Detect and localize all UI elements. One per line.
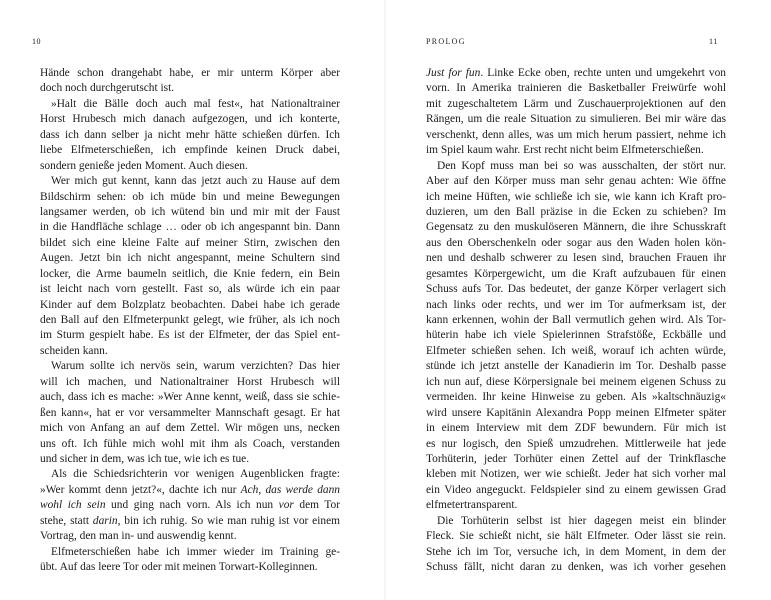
right-page — [386, 0, 771, 600]
text-line: ein Video angeguckt. Feldspieler sind zu einem gewissen Grad — [426, 483, 726, 496]
text-line: kleben mit Notizen, wer wie schießt. Jeder hat sich vorher mal — [426, 468, 726, 481]
text-line: ßen kann«, hat er vor versammelter Mannschaft gesagt. Er hat — [40, 406, 340, 419]
text-line: Wer mich gut kennt, kann das jetzt auch zu Hause auf dem — [51, 175, 340, 188]
right-page-body — [426, 66, 726, 575]
text-line: ich meine Hüften, wie schließe ich sie, wie kann ich Kraft pro- — [426, 190, 726, 203]
text-line: scheiden kann. — [40, 344, 108, 357]
text-line: ich nun auf, diese Körpersignale bei meinem eigenen Schuss zu — [426, 375, 726, 388]
text-line: langsamer werden, ob ich wütend bin und mir mit der Faust — [40, 205, 340, 218]
text-line: Just for fun. Linke Ecke oben, rechte unten und umgekehrt von — [426, 67, 726, 79]
text-line: Kinder auf dem Bolzplatz beobachten. Dabei habe ich gerade — [40, 298, 340, 311]
text-line: es nur logisch, den Spieß umzudrehen. Mittlerweile hat jede — [426, 437, 726, 450]
text-line: bildet sich eine kleine Falte auf meiner Stirn, zwischen den — [40, 236, 340, 249]
text-line: übt. Auf das leere Tor oder mit meinen Torwart-Kolleginnen. — [40, 561, 318, 573]
text-line: will ich machen, und Nationaltrainer Horst Hrubesch will — [40, 375, 340, 388]
text-line: den Ball auf den Elfmeterpunkt gelegt, wie früher, als ich noch — [40, 314, 340, 326]
text-line: nen und deshalb schwerer zu lesen sind, brauchen Frauen ihr — [426, 252, 726, 265]
text-line: dass ich dann selber ja nicht mehr hätte schießen dürfen. Ich — [40, 128, 340, 141]
text-line: Aber auf den Körper muss man sehr genau achten: Wie öffne — [426, 175, 726, 188]
text-line: Stehe ich im Tor, versuche ich, in dem Moment, in dem der — [426, 545, 726, 558]
text-line: Fleck. Sie schießt nicht, sie hält Elfmeter. Oder lässt sie rein. — [426, 530, 726, 543]
text-line: Horst Hrubesch mich danach aufgezogen, und ich konterte, — [40, 113, 340, 126]
text-line: Elfmeter schießen sehen. Ich weiß, worauf ich achten würde, — [426, 344, 726, 357]
text-line: duzieren, um den Ball präzise in die Ecken zu schieben? Im — [426, 205, 726, 218]
text-line: im Spiel kaum wahr. Erst recht nicht beim Elfmeterschießen. — [426, 144, 704, 157]
text-line: Den Kopf muss man bei so was ausschalten, der stört nur. — [437, 159, 726, 172]
text-line: kann erkennen, wohin der Ball vermutlich gehen wird. Als Tor- — [426, 314, 726, 326]
text-line: »Wer kommt denn jetzt?«, dachte ich nur Ach, das werde dann — [40, 483, 340, 496]
text-line: Hände schon drangehabt habe, er mir unterm Körper aber — [40, 67, 340, 79]
text-line: aus den Oberschenkeln oder sogar aus den Waden holen kön- — [426, 236, 726, 249]
text-line: in die Handfläche schlage … oder ob ich angespannt bin. Dann — [40, 221, 340, 234]
text-line: mich von Anfang an auf dem Zettel. Wir mögen uns, necken — [40, 422, 340, 435]
text-line: ist leicht nach vorn gestellt. Fast so, als würde ich ein paar — [40, 283, 340, 296]
text-line: im Sturm gespielt habe. Es ist der Elfmeter, der das Spiel ent- — [40, 329, 340, 342]
text-line: elfmetertransparent. — [426, 499, 518, 512]
running-head: PROLOG — [426, 37, 466, 46]
text-line: in einem Interview mit dem ZDF bewundern. Für mich ist — [426, 422, 726, 435]
text-line: Schuss aufs Tor. Das bedeutet, der ganze Körper verlagert sich — [426, 283, 726, 296]
text-line: sondern genieße jeden Moment. Auch diesen. — [40, 159, 248, 172]
text-line: stünde ich jetzt anstelle der Kanadierin im Tor. Deshalb passe — [426, 360, 726, 373]
text-line: vorn. In Amerika trainieren die Basketballer Freiwürfe wohl — [426, 82, 726, 95]
text-line: stehe, statt darin, bin ich ruhig. So wie man ruhig ist vor einem — [40, 514, 340, 527]
text-line: Schuss fällt, nicht daran zu denken, was ich vorher gesehen — [426, 561, 726, 573]
text-line: Rängen, um die reale Situation zu simulieren. Bei mir wäre das — [426, 113, 726, 126]
text-line: Bildschirm sehen: ob ich müde bin und meine Bewegungen — [40, 190, 340, 203]
text-line: uns oft. Ich fühle mich wohl mit ihm als Coach, verstanden — [40, 437, 340, 450]
text-line: wird unsere Kapitänin Alexandra Popp meinen Elfmeter später — [426, 406, 726, 419]
text-line: hüterin habe ich viele Spielerinnen Strafstöße, Eckbälle und — [426, 329, 726, 342]
page-number-left: 10 — [32, 37, 41, 46]
text-line: Vortrag, den man in- und auswendig kennt. — [40, 530, 237, 543]
text-line: nach links oder rechts, und wer im Tor aufmerksam ist, der — [426, 298, 726, 311]
text-line: mit zugeschaltetem Lärm und Zuschauerprojektionen auf den — [426, 97, 726, 110]
text-line: auch, dass ich es mache: »Wer Anne kennt, weiß, dass sie schie- — [40, 391, 340, 404]
text-line: Torhüterin, jeder Torhüter einen Zettel auf der Trinkflasche — [426, 452, 726, 465]
text-line: Die Torhüterin selbst ist hier dagegen meist ein blinder — [437, 514, 726, 527]
text-line: Gegensatz zu den muskulöseren Männern, die ihre Schusskraft — [426, 221, 726, 234]
left-page-body — [40, 66, 340, 575]
text-line: Elfmeterschießen habe ich immer wieder im Training ge- — [51, 545, 340, 558]
text-line: wohl ich sein und ging nach vorn. Als ich nun vor dem Tor — [40, 499, 340, 512]
text-line: locker, die Arme baumeln seitlich, die Knie federn, ein Bein — [40, 267, 340, 280]
text-line: Als die Schiedsrichterin vor wenigen Augenblicken fragte: — [51, 468, 340, 481]
page-number-right: 11 — [709, 37, 718, 46]
text-line: liebe Elfmeterschießen, ich empfinde keinen Druck dabei, — [40, 144, 340, 157]
left-page — [0, 0, 385, 600]
text-line: verschenkt, denn alles, was um mich herum passiert, nehme ich — [426, 128, 726, 141]
text-line: vermeiden. Ihr keine Hinweise zu geben. Als »kaltschnäuzig« — [426, 391, 726, 404]
text-line: Warum sollte ich nervös sein, warum verzichten? Das hier — [51, 360, 340, 373]
text-line: »Halt die Bälle doch auch mal fest«, hat Nationaltrainer — [51, 97, 340, 110]
text-line: Augen. Jetzt bin ich nicht angespannt, meine Schultern sind — [40, 252, 340, 265]
text-line: doch noch durchgerutscht ist. — [40, 82, 175, 95]
text-line: und sicher in dem, was ich tue, wie ich es tue. — [40, 452, 250, 465]
text-line: gesamtes Körpergewicht, um die Kraft aufzubauen für einen — [426, 267, 726, 280]
